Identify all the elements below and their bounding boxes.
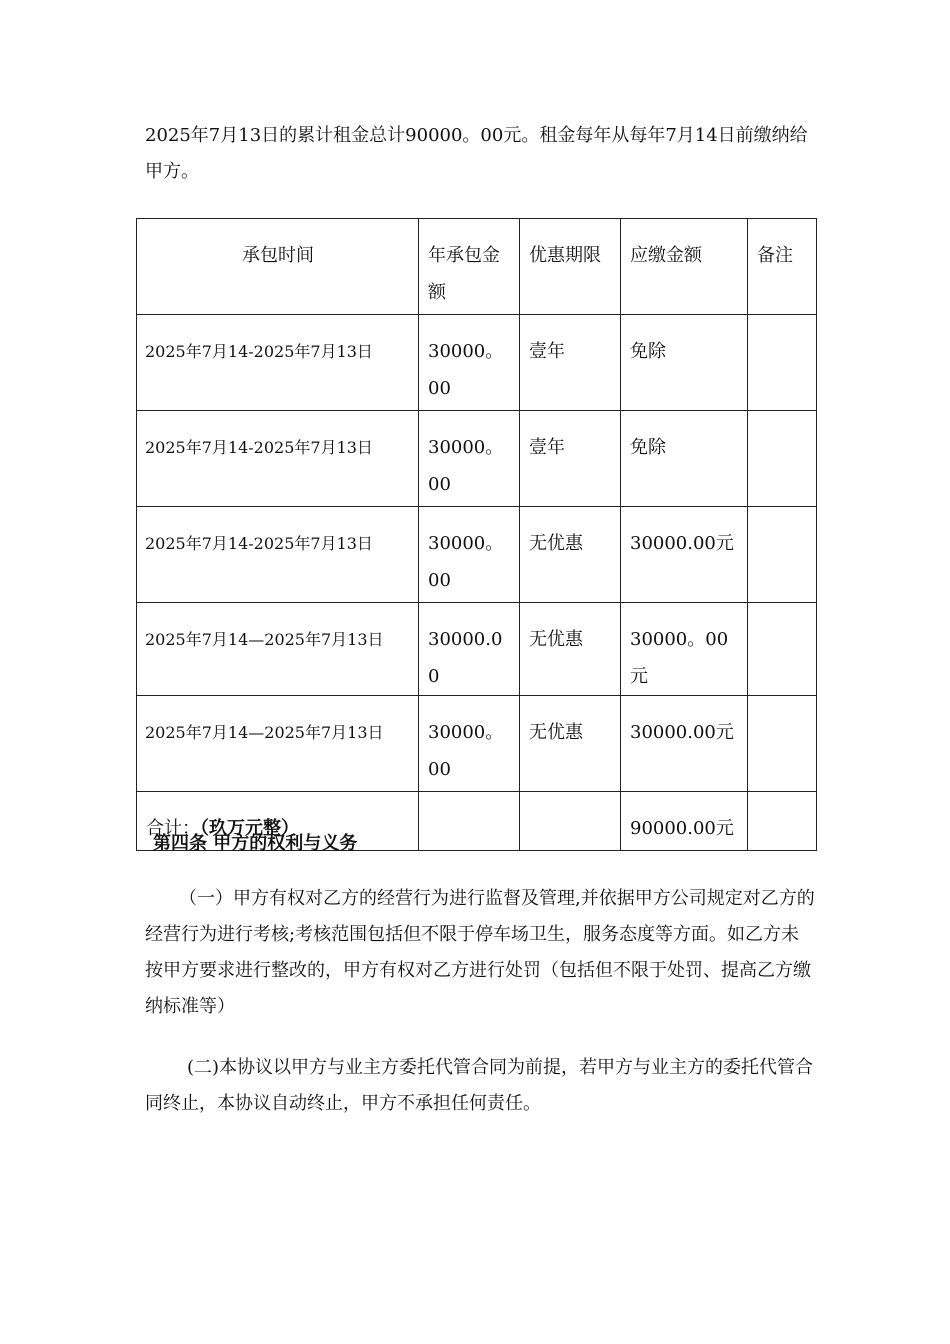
clause-2-text: (二)本协议以甲方与业主方委托代管合同为前提，若甲方与业主方的委托代管合同终止，本协议自动终止，甲方不承担任何责任。 [145,1057,814,1114]
cell-discount-period: 壹年 [520,315,621,411]
total-label: 合计： [146,818,200,839]
article-4-clause-2 [145,1050,815,1122]
table-header-row [137,219,817,315]
table-row [137,315,817,411]
cell-amount-due: 30000.00元 [621,696,748,792]
table-row [137,507,817,603]
cell-amount-due: 30000。00元 [621,603,748,696]
cell-annual-amount: 30000.00 [419,603,520,696]
cell-period: 2025年7月14-2025年7月13日 [137,507,419,603]
cell-note [748,603,817,696]
article-4-clause-1 [145,881,815,1025]
clause-1-text: （一）甲方有权对乙方的经营行为进行监督及管理,并依据甲方公司规定对乙方的经营行为进行考核;考核范围包括但不限于停车场卫生，服务态度等方面。如乙方未按甲方要求进行整改的，甲方有权对乙方进行处罚（包括但不限于处罚、提高乙方缴纳标准等） [145,888,815,1017]
cell-discount-period: 无优惠 [520,696,621,792]
cell-discount-period: 无优惠 [520,603,621,696]
cell-note [748,507,817,603]
cell-amount-due: 免除 [621,411,748,507]
cell-annual-amount: 30000。00 [419,411,520,507]
cell-discount-period: 壹年 [520,411,621,507]
intro-paragraph: 2025年7月13日的累计租金总计90000。00元。租金每年从每年7月14日前缴纳给甲方。 [145,125,808,182]
cell-annual-amount: 30000。00 [419,507,520,603]
cell-amount-due: 30000.00元 [621,507,748,603]
cell-annual-amount: 30000。00 [419,315,520,411]
total-amount-due: 90000.00元 [621,792,748,851]
article-4-heading: 第四条 甲方的权利与义务 [153,833,358,854]
table-row [137,696,817,792]
header-note: 备注 [748,219,817,315]
cell-period: 2025年7月14-2025年7月13日 [137,315,419,411]
cell-period: 2025年7月14—2025年7月13日 [137,603,419,696]
total-amount-words: （玖万元整） [200,818,299,839]
cell-amount-due: 免除 [621,315,748,411]
header-discount-period: 优惠期限 [520,219,621,315]
header-amount-due: 应缴金额 [621,219,748,315]
cell-annual-amount: 30000。00 [419,696,520,792]
cell-note [748,411,817,507]
table-row [137,603,817,696]
header-period: 承包时间 [137,219,419,315]
table-row [137,411,817,507]
rent-schedule-table [136,218,817,851]
cell-discount-period: 无优惠 [520,507,621,603]
cell-note [748,696,817,792]
cell-note [748,315,817,411]
cell-period: 2025年7月14—2025年7月13日 [137,696,419,792]
cell-period: 2025年7月14-2025年7月13日 [137,411,419,507]
header-annual-amount: 年承包金额 [419,219,520,315]
